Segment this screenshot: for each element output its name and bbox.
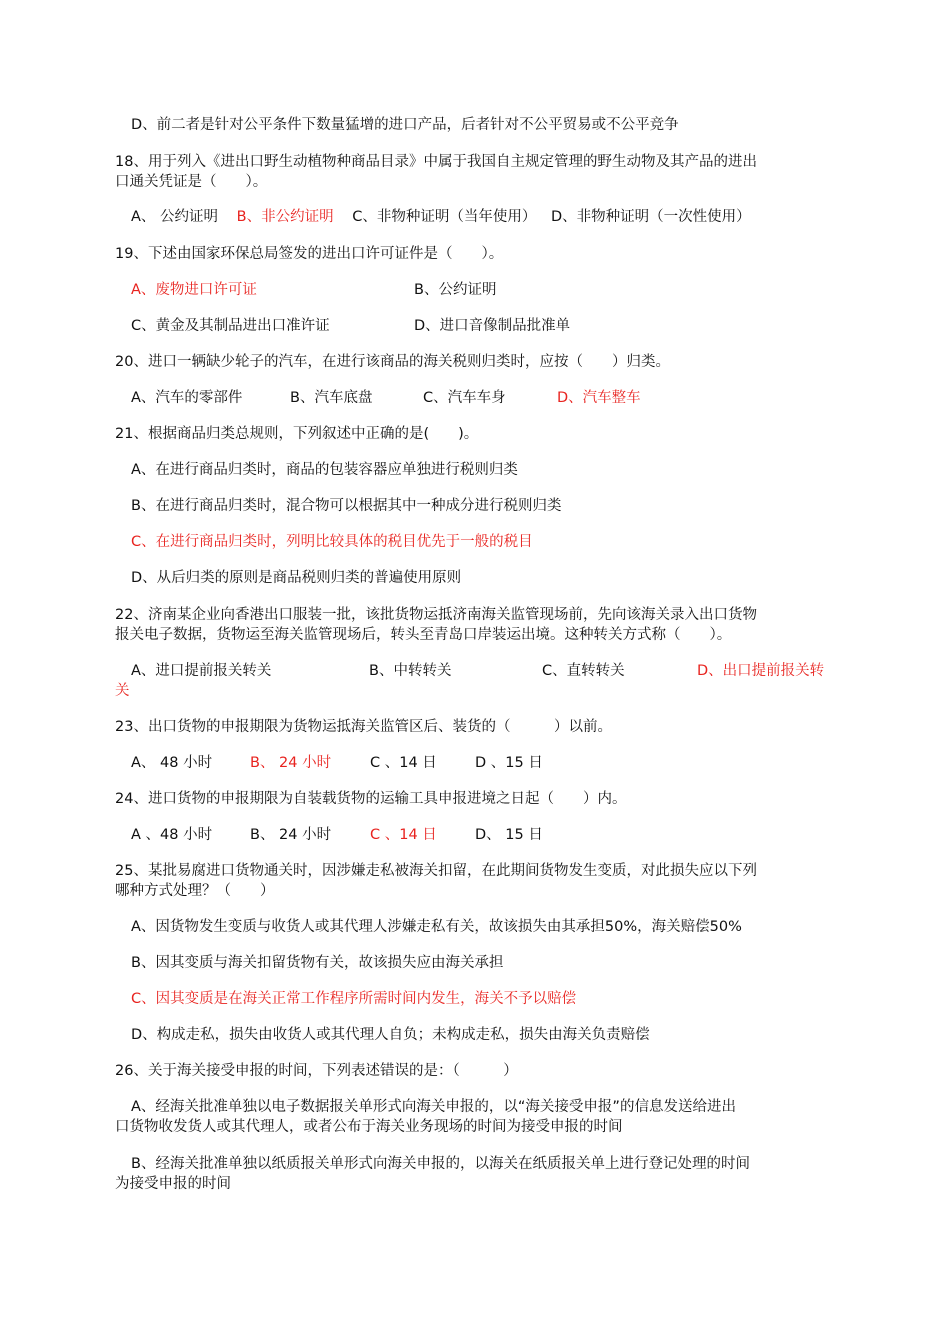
q23-option-d: D 、15 日 [475, 755, 543, 771]
q25-option-c-answer: C、因其变质是在海关正常工作程序所需时间内发生，海关不予以赔偿 [131, 991, 577, 1007]
q26-option-b-line2: 为接受申报的时间 [115, 1176, 231, 1192]
q18-stem-line2: 口通关凭证是（ ）。 [115, 174, 268, 190]
q22-stem-line2: 报关电子数据，货物运至海关监管现场后，转头至青岛口岸装运出境。这种转关方式称（ ）。 [115, 627, 732, 643]
q25-option-b: B、因其变质与海关扣留货物有关，故该损失应由海关承担 [131, 955, 504, 971]
q23-option-b-answer: B、 24 小时 [250, 755, 332, 771]
q24-option-d: D、 15 日 [475, 827, 543, 843]
q24-option-c-answer: C 、14 日 [370, 827, 437, 843]
q19-option-a-answer: A、废物进口许可证 [131, 282, 257, 298]
q21-option-c-answer: C、在进行商品归类时，列明比较具体的税目优先于一般的税目 [131, 534, 533, 550]
q22-option-b: B、中转转关 [369, 663, 452, 679]
q26-stem: 26、关于海关接受申报的时间，下列表述错误的是：（ ） [115, 1063, 518, 1079]
q25-option-a: A、因货物发生变质与收货人或其代理人涉嫌走私有关，故该损失由其承担50%，海关赔偿50% [131, 919, 742, 935]
q20-option-a: A、汽车的零部件 [131, 390, 243, 406]
q19-option-b: B、公约证明 [414, 282, 497, 298]
q22-option-a: A、进口提前报关转关 [131, 663, 272, 679]
q22-option-c: C、直转转关 [542, 663, 625, 679]
q18-options [131, 207, 751, 227]
q24-option-a: A 、48 小时 [131, 827, 213, 843]
q19-option-c: C、黄金及其制品进出口准许证 [131, 318, 330, 334]
q20-stem: 20、进口一辆缺少轮子的汽车，在进行该商品的海关税则归类时，应按（ ）归类。 [115, 354, 670, 370]
q23-option-c: C 、14 日 [370, 755, 437, 771]
q19-option-d: D、进口音像制品批准单 [414, 318, 571, 334]
q23-stem: 23、出口货物的申报期限为货物运抵海关监管区后、装货的（ ）以前。 [115, 719, 612, 735]
q23-option-a: A、 48 小时 [131, 755, 213, 771]
q25-stem-line1: 25、某批易腐进口货物通关时，因涉嫌走私被海关扣留，在此期间货物发生变质，对此损失应以下列 [115, 863, 757, 879]
q21-option-a: A、在进行商品归类时，商品的包装容器应单独进行税则归类 [131, 462, 518, 478]
q21-option-d: D、从后归类的原则是商品税则归类的普遍使用原则 [131, 570, 462, 586]
q26-option-a-line1: A、经海关批准单独以电子数据报关单形式向海关申报的，以“海关接受申报”的信息发送给进出 [131, 1099, 736, 1115]
q22-stem-line1: 22、济南某企业向香港出口服装一批，该批货物运抵济南海关监管现场前，先向该海关录入出口货物 [115, 607, 757, 623]
q26-option-b-line1: B、经海关批准单独以纸质报关单形式向海关申报的，以海关在纸质报关单上进行登记处理的时间 [131, 1156, 750, 1172]
q20-option-b: B、汽车底盘 [290, 390, 373, 406]
q22-option-d-answer: D、出口提前报关转 [697, 663, 825, 679]
q22-option-d-answer-cont: 关 [115, 683, 130, 699]
q18-option-b-answer: B、非公约证明 [236, 209, 334, 225]
q20-option-d-answer: D、汽车整车 [557, 390, 641, 406]
q24-option-b: B、 24 小时 [250, 827, 332, 843]
q18-option-d: D、非物种证明（一次性使用） [550, 209, 751, 225]
q20-option-c: C、汽车车身 [423, 390, 506, 406]
q17-option-d: D、前二者是针对公平条件下数量猛增的进口产品，后者针对不公平贸易或不公平竞争 [131, 117, 679, 133]
q18-stem-line1: 18、用于列入《进出口野生动植物种商品目录》中属于我国自主规定管理的野生动物及其产品的进出 [115, 154, 757, 170]
q26-option-a-line2: 口货物收发货人或其代理人，或者公布于海关业务现场的时间为接受申报的时间 [115, 1119, 623, 1135]
q18-option-a: A、 公约证明 [131, 209, 219, 225]
q25-stem-line2: 哪种方式处理？（ ） [115, 883, 275, 899]
q21-option-b: B、在进行商品归类时，混合物可以根据其中一种成分进行税则归类 [131, 498, 562, 514]
q18-option-c: C、非物种证明（当年使用） [352, 209, 537, 225]
q21-stem: 21、根据商品归类总规则，下列叙述中正确的是( )。 [115, 426, 479, 442]
q24-stem: 24、进口货物的申报期限为自装载货物的运输工具申报进境之日起（ ）内。 [115, 791, 627, 807]
q19-stem: 19、下述由国家环保总局签发的进出口许可证件是（ ）。 [115, 246, 504, 262]
q25-option-d: D、构成走私，损失由收货人或其代理人自负；未构成走私，损失由海关负责赔偿 [131, 1027, 650, 1043]
